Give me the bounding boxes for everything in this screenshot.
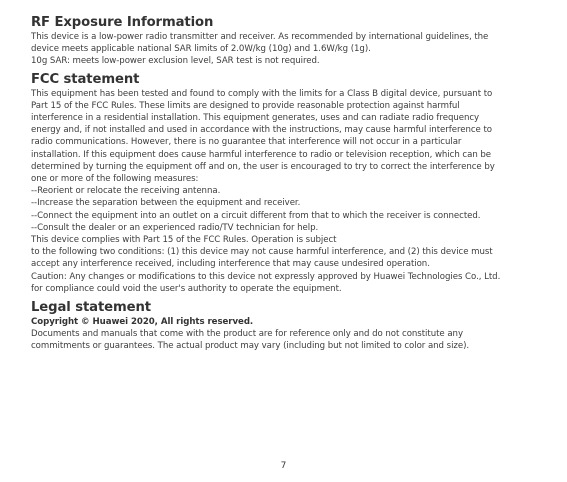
fcc-line: interference in a residential installation. This equipment generates, uses and can radiate radio frequency [31,113,480,124]
legal-line: commitments or guarantees. The actual product may vary (including but not limited to color and size). [31,341,470,352]
legal-body [31,316,546,353]
fcc-caution-line: Caution: Any changes or modifications to this device not expressly approved by Huawei Technologies Co., Ltd. [31,271,501,282]
fcc-line: installation. If this equipment does cause harmful interference to radio or television reception, which can be [31,149,492,160]
legal-heading: Legal statement [31,300,151,316]
fcc-line: accept any interference received, including interference that may cause undesired operation. [31,259,430,270]
fcc-line: Part 15 of the FCC Rules. These limits are designed to provide reasonable protection against harmful [31,100,460,111]
legal-line: Documents and manuals that come with the product are for reference only and do not constitute any [31,329,463,340]
document-page [31,14,546,353]
fcc-measure-item: --Reorient or relocate the receiving antenna. [31,186,221,197]
fcc-line: radio communications. However, there is no guarantee that interference will not occur in a particular [31,137,462,148]
fcc-line: one or more of the following measures: [31,174,199,185]
fcc-measure-item: --Increase the separation between the equipment and receiver. [31,198,301,209]
rf-exposure-body [31,31,546,68]
copyright-notice: Copyright © Huawei 2020, All rights reserved. [31,317,254,328]
fcc-line: This equipment has been tested and found to comply with the limits for a Class B digital device, pursuant to [31,88,493,99]
fcc-line: determined by turning the equipment off and on, the user is encouraged to try to correct the interference by [31,161,495,172]
rf-exposure-line: This device is a low-power radio transmitter and receiver. As recommended by international guidelines, the [31,32,489,42]
fcc-line: to the following two conditions: (1) this device may not cause harmful interference, and (2) this device must [31,247,493,258]
fcc-heading: FCC statement [31,71,140,87]
rf-exposure-heading: RF Exposure Information [31,15,214,30]
fcc-line: energy and, if not installed and used in accordance with the instructions, may cause harmful interference to [31,125,493,136]
page-number: 7 [280,461,287,471]
fcc-caution-line: for compliance could void the user's authority to operate the equipment. [31,283,342,294]
rf-exposure-line: 10g SAR: meets low-power exclusion level, SAR test is not required. [31,56,320,67]
fcc-body [31,88,546,295]
fcc-measure-item: --Connect the equipment into an outlet on a circuit different from that to which the receiver is connected. [31,210,481,221]
rf-exposure-line: device meets applicable national SAR limits of 2.0W/kg (10g) and 1.6W/kg (1g). [31,44,371,55]
fcc-line: This device complies with Part 15 of the FCC Rules. Operation is subject [31,235,337,246]
fcc-measure-item: --Consult the dealer or an experienced radio/TV technician for help. [31,222,319,233]
